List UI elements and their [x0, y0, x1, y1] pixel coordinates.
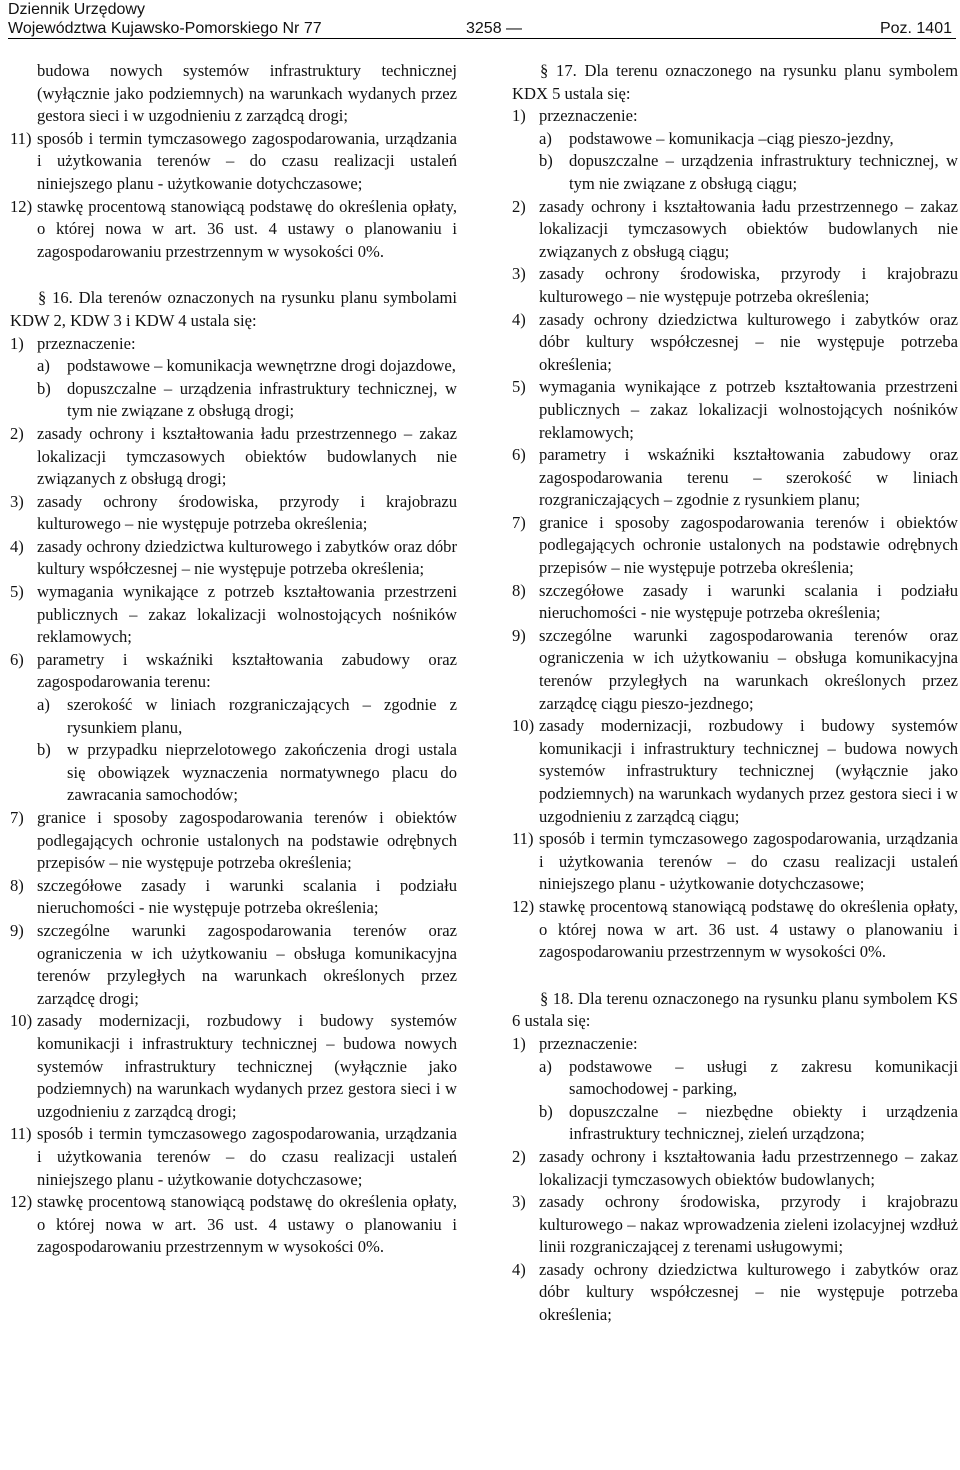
list-item: 1) przeznaczenie:	[512, 1033, 638, 1053]
list-item: 4) zasady ochrony dziedzictwa kulturowego i zabytków oraz dóbr kultury współczesnej – nie występuje potrzeba określenia;	[10, 536, 457, 579]
list-item: 9) szczególne warunki zagospodarowania terenów oraz ograniczenia w ich użytkowaniu – obsługa komunikacyjna terenów przyległych na warunkach określonych przez zarządcę drogi;	[10, 920, 457, 1008]
section-17-heading: § 17. Dla terenu oznaczonego na rysunku planu symbolem KDX 5 ustala się:	[512, 61, 958, 103]
list-item: 11) sposób i termin tymczasowego zagospodarowania, urządzania i użytkowania terenów – do czasu realizacji ustaleń niniejszego planu - użytkowanie dotychczasowe;	[512, 829, 958, 894]
sub-item: a) podstawowe – usługi z zakresu komunikacji samochodowej - parking,	[539, 1056, 958, 1099]
list-item: 5) wymagania wynikające z potrzeb kształtowania przestrzeni publicznych – zakaz lokalizacji wolnostojących nośników reklamowych;	[512, 377, 958, 442]
list-item: 7) granice i sposoby zagospodarowania terenów i obiektów podlegających ochronie ustalonych na podstawie odrębnych przepisów – nie występuje potrzeba określenia;	[512, 512, 958, 578]
list-item: 4) zasady ochrony dziedzictwa kulturowego i zabytków oraz dóbr kultury współczesnej – nie występuje potrzeba określenia;	[512, 1259, 958, 1325]
list-item: 5) wymagania wynikające z potrzeb kształtowania przestrzeni publicznych – zakaz lokalizacji wolnostojących nośników reklamowych;	[10, 582, 457, 647]
right-column	[512, 60, 958, 1327]
sub-item: a) szerokość w liniach rozgraniczających – zgodnie z rysunkiem planu,	[37, 695, 457, 737]
sub-item: b) w przypadku nieprzelotowego zakończenia drogi ustala się obowiązek wyznaczenia normatywnego placu do zawracania samochodów;	[37, 740, 457, 805]
list-item: 4) zasady ochrony dziedzictwa kulturowego i zabytków oraz dóbr kultury współczesnej – nie występuje potrzeba określenia;	[512, 309, 958, 374]
list-item: 12) stawkę procentową stanowiącą podstawę do określenia opłaty, o której nowa w art. 36 ust. 4 ustawy o planowaniu i zagospodarowaniu przestrzennym w wysokości 0%.	[512, 896, 958, 962]
list-item: 6) parametry i wskaźniki kształtowania zabudowy oraz zagospodarowania terenu:	[10, 649, 457, 692]
sub-item: b) dopuszczalne – niezbędne obiekty i urządzenia infrastruktury technicznej, zieleń urządzona;	[539, 1101, 958, 1144]
left-column	[10, 60, 457, 1259]
list-item: 12) stawkę procentową stanowiącą podstawę do określenia opłaty, o której nowa w art. 36 ust. 4 ustawy o planowaniu i zagospodarowaniu przestrzennym w wysokości 0%.	[10, 1192, 457, 1257]
list-item: 7) granice i sposoby zagospodarowania terenów i obiektów podlegających ochronie ustalonych na podstawie odrębnych przepisów – nie występuje potrzeba określenia;	[10, 808, 457, 873]
sub-item: a) podstawowe – komunikacja –ciąg pieszo-jezdny,	[539, 128, 894, 148]
list-item: 1) przeznaczenie:	[10, 333, 136, 353]
position-number: Poz. 1401	[879, 20, 952, 37]
list-item: 10) zasady modernizacji, rozbudowy i budowy systemów komunikacji i infrastruktury technicznej – budowa nowych systemów infrastruktury technicznej (wyłącznie jako podziemnych) na warunkach wydanych przez gestora sieci i w uzgodnieniu z zarządcą drogi;	[10, 1011, 457, 1121]
list-item: 8) szczegółowe zasady i warunki scalania i podziału nieruchomości - nie występuje potrzeba określenia;	[10, 875, 457, 918]
list-item: 3) zasady ochrony środowiska, przyrody i krajobrazu kulturowego – nie występuje potrzeba określenia;	[10, 491, 457, 534]
list-item: 2) zasady ochrony i kształtowania ładu przestrzennego – zakaz lokalizacji tymczasowych obiektów budowlanych;	[512, 1146, 958, 1189]
header-rule	[8, 38, 956, 39]
list-item: 3) zasady ochrony środowiska, przyrody i krajobrazu kulturowego – nie występuje potrzeba określenia;	[512, 264, 958, 306]
list-item: 1) przeznaczenie:	[512, 106, 638, 126]
journal-region-issue: Województwa Kujawsko-Pomorskiego Nr 77	[8, 20, 322, 37]
section-18-heading: § 18. Dla terenu oznaczonego na rysunku planu symbolem KS 6 ustala się:	[512, 988, 958, 1031]
sub-item: b) dopuszczalne – urządzenia infrastruktury technicznej, w tym nie związane z obsługą drogi;	[37, 378, 457, 421]
page-header	[8, 0, 956, 38]
section-16-heading: § 16. Dla terenów oznaczonych na rysunku planu symbolami KDW 2, KDW 3 i KDW 4 ustala się:	[10, 288, 457, 330]
list-item: 10) zasady modernizacji, rozbudowy i budowy systemów komunikacji i infrastruktury technicznej – budowa nowych systemów infrastruktury technicznej (wyłącznie jako podziemnych) na warunkach wydanych przez gestora sieci i w uzgodnieniu z zarządcą ciągu;	[512, 716, 958, 826]
list-item: 9) szczególne warunki zagospodarowania terenów oraz ograniczenia w ich użytkowaniu – obsługa komunikacyjna terenów przyległych na warunkach określonych przez zarządcę ciągu pieszo-jezdnego;	[512, 625, 958, 713]
list-item: 12) stawkę procentową stanowiącą podstawę do określenia opłaty, o której nowa w art. 36 ust. 4 ustawy o planowaniu i zagospodarowaniu przestrzennym w wysokości 0%.	[10, 196, 457, 261]
list-item: 11) sposób i termin tymczasowego zagospodarowania, urządzania i użytkowania terenów – do czasu realizacji ustaleń niniejszego planu - użytkowanie dotychczasowe;	[10, 1124, 457, 1189]
page-number: 3258 —	[466, 20, 523, 37]
list-item: 6) parametry i wskaźniki kształtowania zabudowy oraz zagospodarowania terenu – szerokość w liniach rozgraniczających – zgodnie z rysunkiem planu;	[512, 445, 958, 510]
sub-item: a) podstawowe – komunikacja wewnętrzne drogi dojazdowe,	[37, 356, 456, 376]
continuation-text: budowa nowych systemów infrastruktury technicznej (wyłącznie jako podziemnych) na warunkach wydanych przez gestora sieci i w uzgodnieniu z zarządcą drogi;	[37, 61, 457, 126]
journal-title: Dziennik Urzędowy	[8, 1, 145, 18]
list-item: 11) sposób i termin tymczasowego zagospodarowania, urządzania i użytkowania terenów – do czasu realizacji ustaleń niniejszego planu - użytkowanie dotychczasowe;	[10, 128, 457, 193]
list-item: 2) zasady ochrony i kształtowania ładu przestrzennego – zakaz lokalizacji tymczasowych obiektów budowlanych nie związanych z obsługą ciągu;	[512, 196, 958, 261]
list-item: 2) zasady ochrony i kształtowania ładu przestrzennego – zakaz lokalizacji tymczasowych obiektów budowlanych nie związanych z obsługą drogi;	[10, 423, 457, 489]
sub-item: b) dopuszczalne – urządzenia infrastruktury technicznej, w tym nie związane z obsługą ciągu;	[539, 151, 958, 193]
list-item: 8) szczegółowe zasady i warunki scalania i podziału nieruchomości - nie występuje potrzeba określenia;	[512, 580, 958, 623]
list-item: 3) zasady ochrony środowiska, przyrody i krajobrazu kulturowego – nakaz wprowadzenia zieleni izolacyjnej wzdłuż linii rozgraniczającej z terenami usługowymi;	[512, 1192, 958, 1257]
